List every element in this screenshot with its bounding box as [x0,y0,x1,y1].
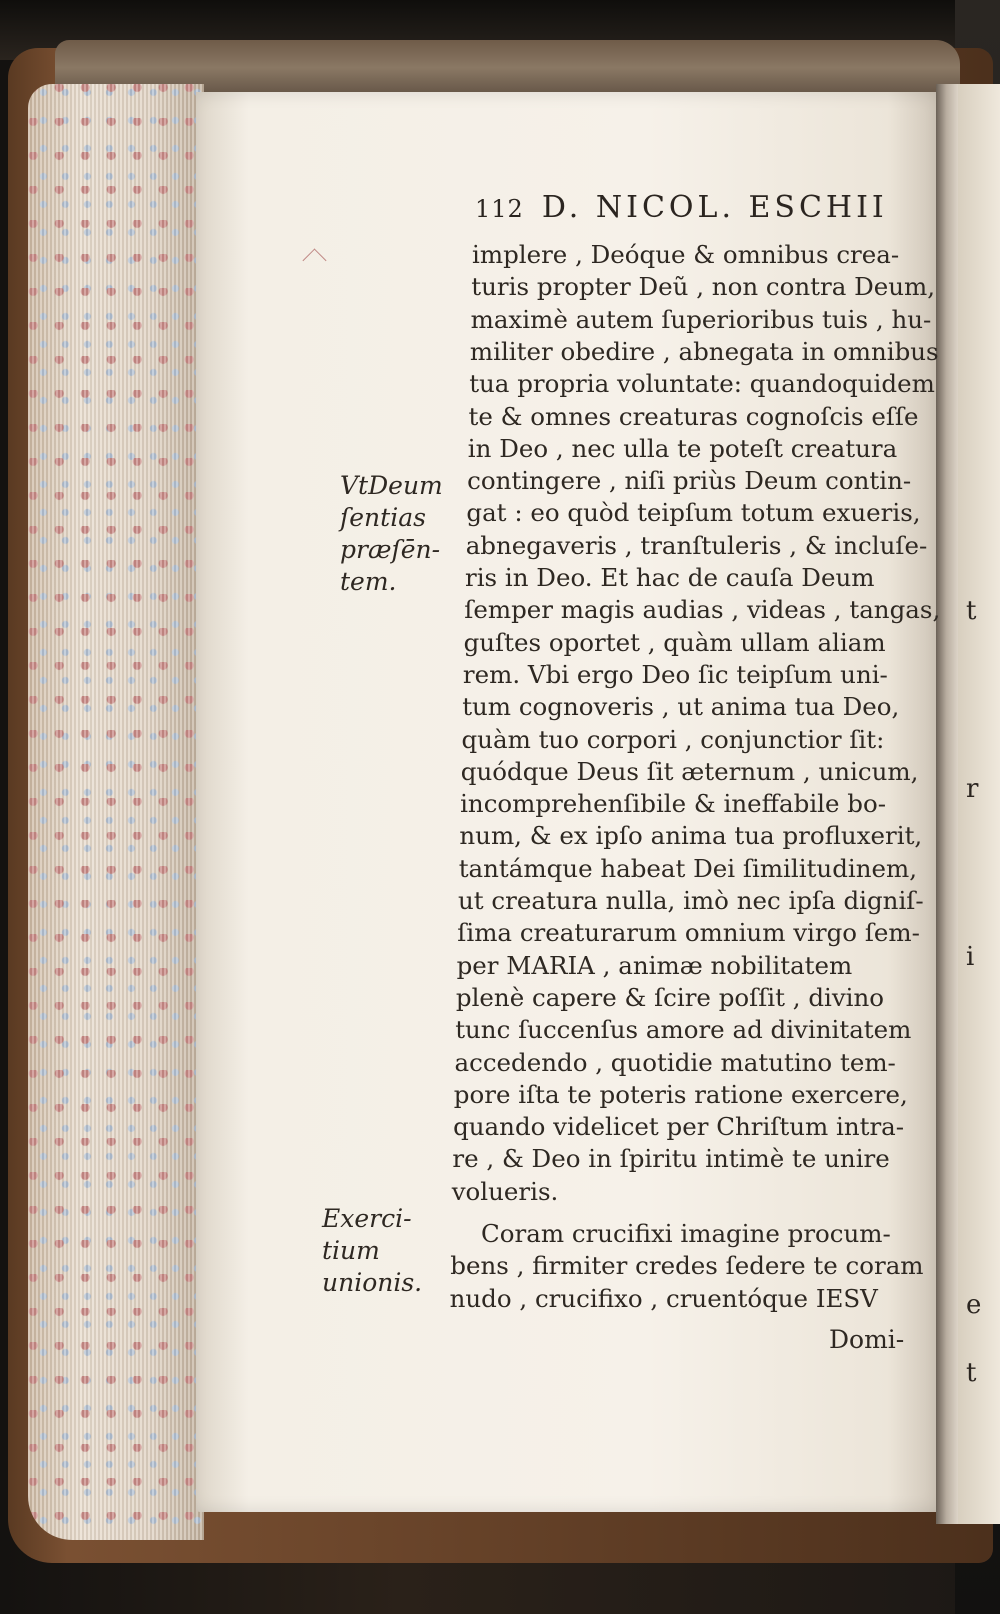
text-line: contingere , niſi priùs Deum contin- [467,466,912,496]
margin-note-line: tem. [340,567,397,596]
edge-letter: e [966,1290,982,1320]
edge-letter: r [966,774,979,804]
page-number: 112 [475,195,524,223]
edge-letter: t [966,596,977,626]
text-line: ſemper magis audias , videas , tangas, [464,595,941,625]
margin-note-line: VtDeum [340,471,443,500]
text-line: volueris. [451,1176,559,1206]
margin-note-line: ſentias [340,503,426,532]
margin-note-line: tium [322,1236,380,1265]
text-line: in Deo , nec ulla te poteſt creatura [467,433,898,463]
text-line: quódque Deus ſit æternum , unicum, [460,756,919,786]
text-line: guſtes oportet , quàm ullam aliam [463,627,886,657]
text-line: abnegaveris , tranſtuleris , & incluſe- [465,530,928,560]
text-line: tantámque habeat Dei ſimilitudinem, [458,853,918,883]
text-line: turis propter Deũ , non contra Deum, [471,272,936,302]
margin-note-line: Exerci- [322,1204,412,1233]
edge-letter: t [966,1358,977,1388]
text-line: tunc ſuccenſus amore ad divinitatem [455,1015,912,1045]
text-line: re , & Deo in ſpiritu intimè te unire [452,1144,890,1174]
text-line: maximè autem ſuperioribus tuis , hu- [470,304,932,334]
text-line: te & omnes creaturas cognoſcis eſſe [468,401,919,431]
text-line: gat : eo quòd teipſum totum exueris, [466,498,921,528]
text-line: bens , firmiter credes ſedere te coram [450,1251,924,1281]
text-line: quando videlicet per Chriſtum intra- [453,1112,905,1142]
text-line: militer obedire , abnegata in omnibus [469,336,939,366]
text-line: Coram crucifixi imagine procum- [481,1219,891,1248]
text-line: tum cognoveris , ut anima tua Deo, [462,692,900,722]
text-line: rem. Vbi ergo Deo ſic teipſum uni- [462,659,888,689]
text-line: tua propria voluntate: quandoquidem [469,369,935,399]
text-line: plenè capere & ſcire poſſit , divino [455,982,885,1012]
text-line: quàm tuo corpori , conjunctior ſit: [461,724,885,754]
text-line: incomprehenſibile & ineffabile bo- [460,789,886,819]
edge-letter: i [966,942,975,972]
text-line: accedendo , quotidie matutino tem- [454,1047,896,1077]
text-line: implere , Deóque & omnibus crea- [472,240,900,269]
right-page-edge-letters [966,596,996,1406]
text-line: pore iſta te poteris ratione exercere, [453,1079,908,1109]
running-header [475,190,888,225]
text-line: num, & ex ipſo anima tua profluxerit, [459,821,923,851]
margin-note-1 [340,470,443,598]
text-line: nudo , crucifixo , cruentóque IESV [449,1283,878,1313]
running-title: D. NICOL. ESCHII [541,190,888,225]
sprinkled-fore-edge [28,84,204,1540]
text-line: ris in Deo. Et hac de cauſa Deum [465,563,875,592]
margin-note-line: præſēn- [340,535,441,564]
margin-note-line: unionis. [322,1268,423,1297]
catchword: Domi- [829,1325,905,1354]
text-line: ut creatura nulla, imò nec ipſa digniſ- [458,886,924,915]
text-line: per MARIA , animæ nobilitatem [456,950,853,980]
text-line: ſima creaturarum omnium virgo ſem- [457,918,920,948]
margin-note-2 [322,1203,422,1299]
